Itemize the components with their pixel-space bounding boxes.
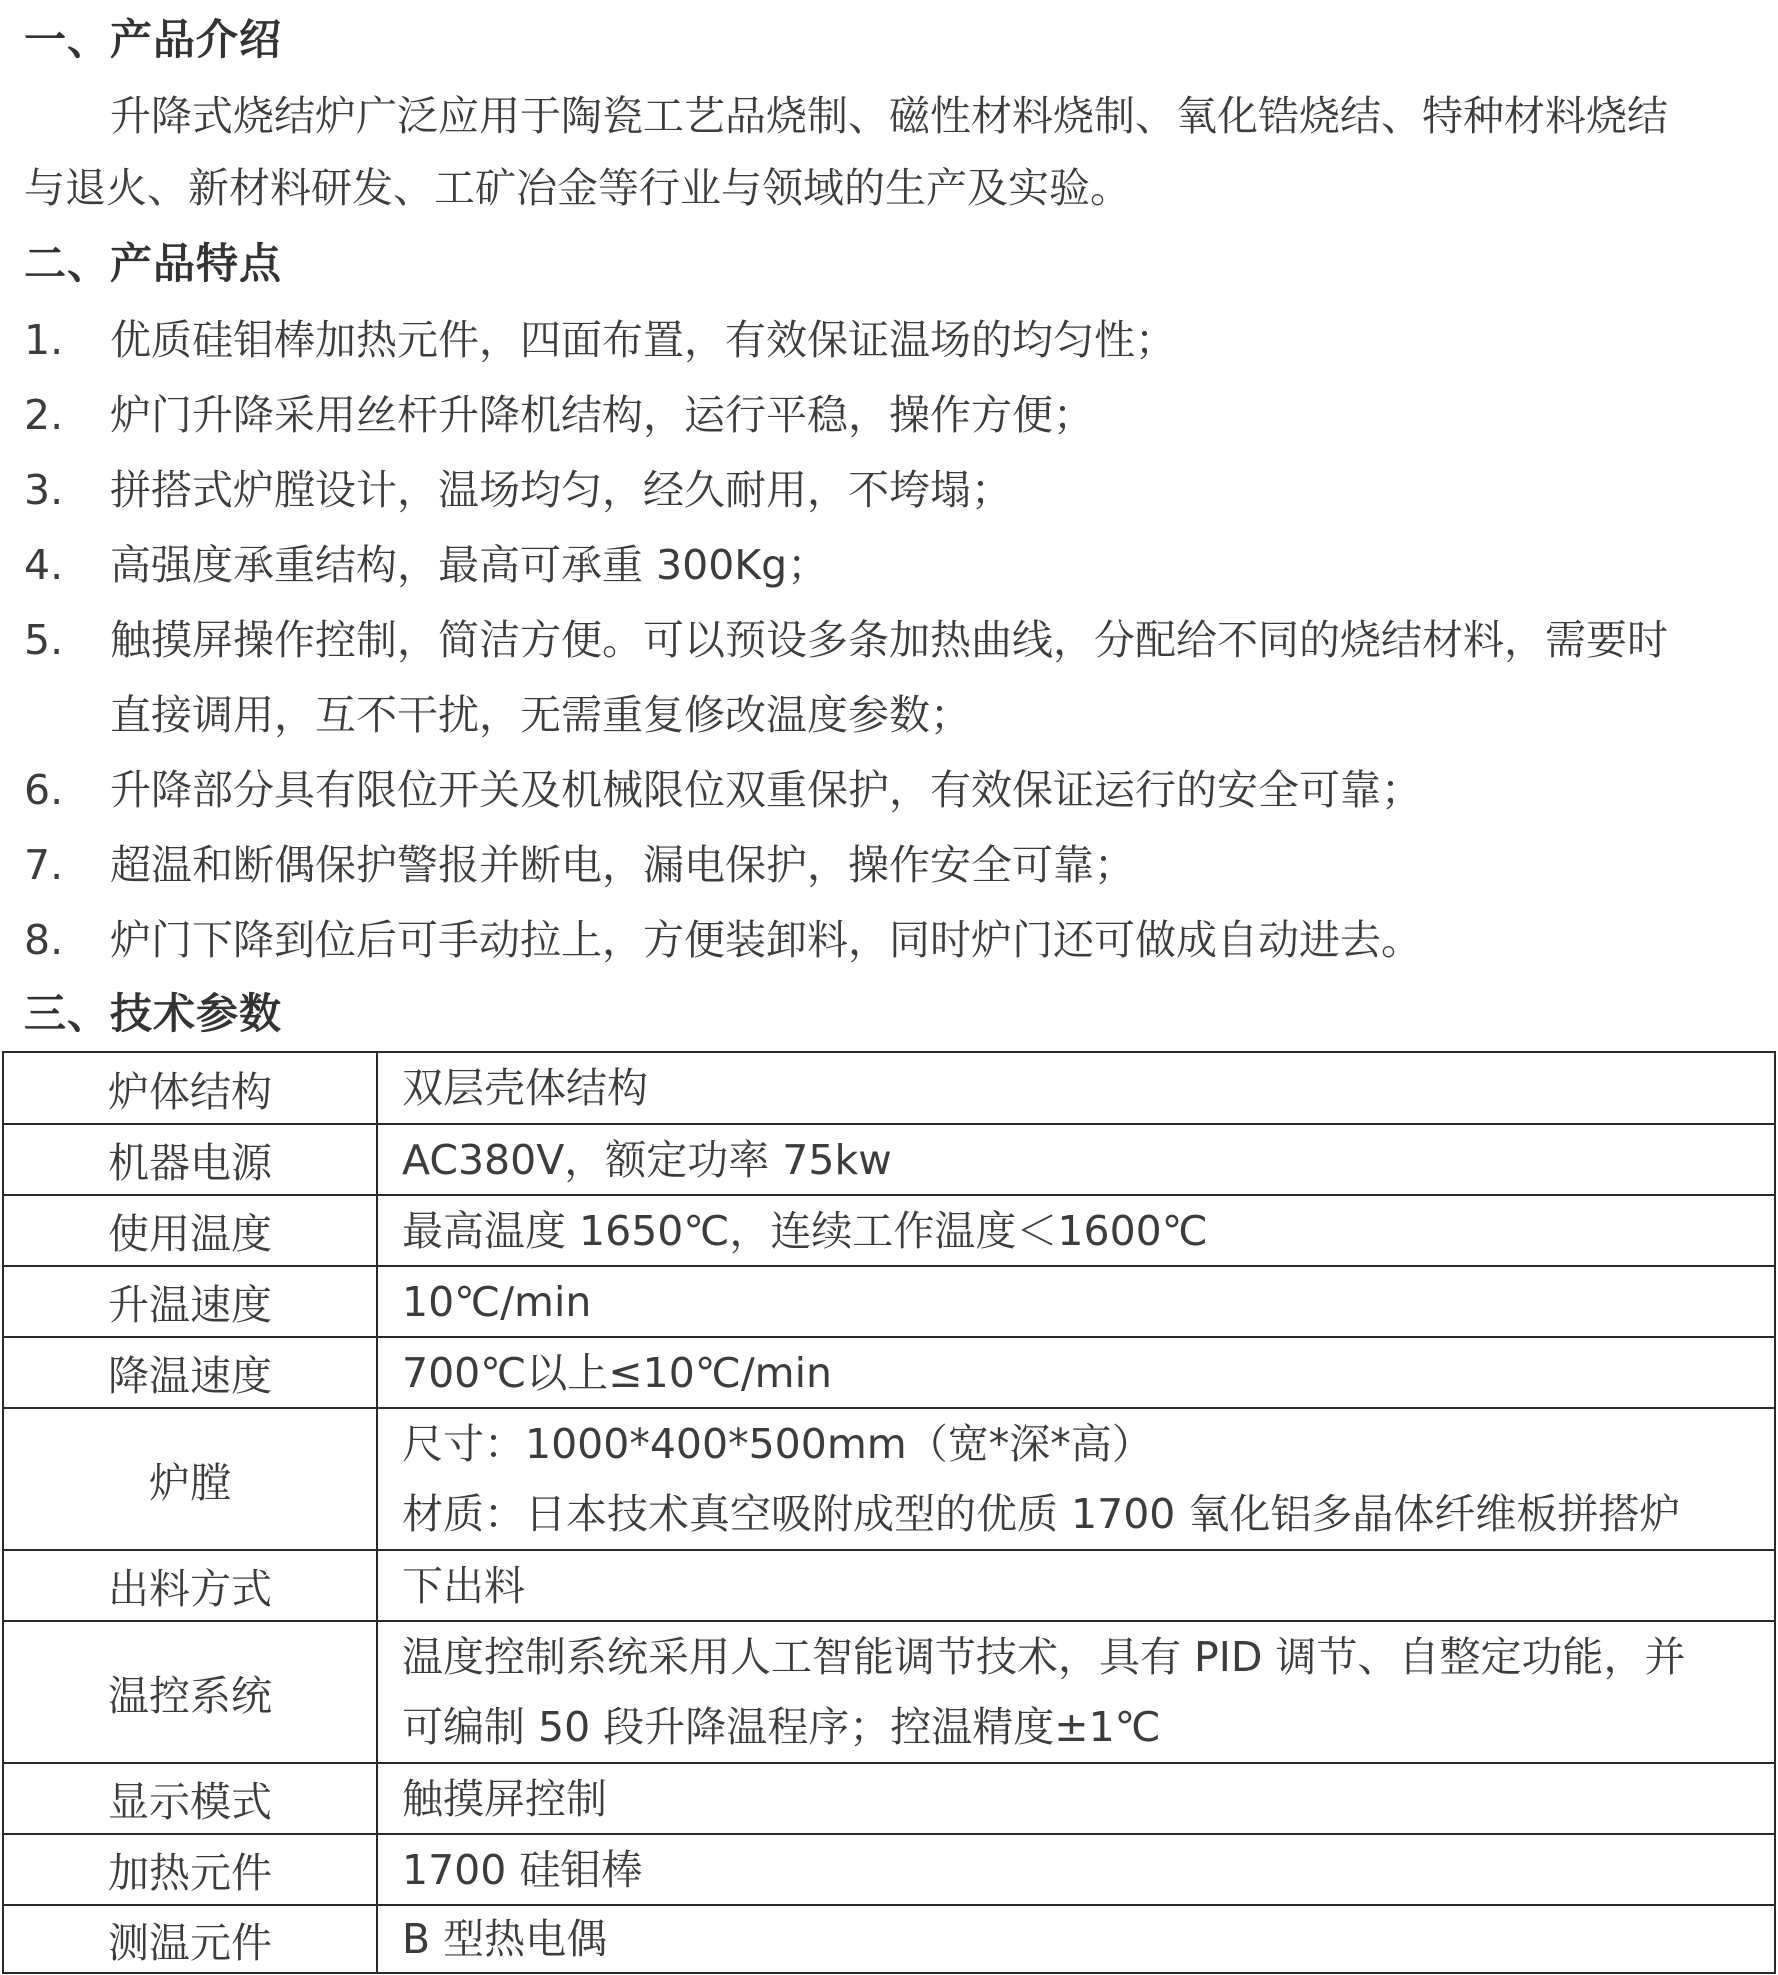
feature-number: 8. <box>24 916 64 964</box>
spec-value-line: 700℃以上≤10℃/min <box>402 1348 832 1397</box>
intro-heading: 一、产品介绍 <box>24 15 283 64</box>
spec-value <box>378 1622 1774 1762</box>
feature-number: 3. <box>24 466 64 514</box>
spec-label: 炉体结构 <box>4 1053 378 1123</box>
spec-label: 显示模式 <box>4 1764 378 1833</box>
spec-value-line: 尺寸：1000*400*500mm（宽*深*高） <box>402 1420 1153 1468</box>
spec-label: 测温元件 <box>4 1906 378 1972</box>
table-row <box>4 1407 1774 1549</box>
spec-value <box>378 1125 1774 1194</box>
feature-text-continued: 直接调用，互不干扰，无需重复修改温度参数； <box>110 691 971 739</box>
spec-value-line: 触摸屏控制 <box>402 1774 607 1823</box>
spec-value <box>378 1835 1774 1904</box>
feature-text: 超温和断偶保护警报并断电，漏电保护，操作安全可靠； <box>110 841 1135 889</box>
spec-value <box>378 1053 1774 1123</box>
spec-value-line: 10℃/min <box>402 1277 592 1326</box>
spec-value-line: B 型热电偶 <box>402 1915 608 1963</box>
table-row <box>4 1123 1774 1194</box>
spec-value <box>378 1906 1774 1972</box>
spec-value-line: 1700 硅钼棒 <box>402 1845 643 1894</box>
table-row <box>4 1265 1774 1336</box>
spec-value <box>378 1551 1774 1620</box>
spec-label: 降温速度 <box>4 1338 378 1407</box>
feature-text: 炉门下降到位后可手动拉上，方便装卸料，同时炉门还可做成自动进去。 <box>110 916 1422 964</box>
spec-value-line: 双层壳体结构 <box>402 1064 648 1112</box>
feature-text: 优质硅钼棒加热元件，四面布置，有效保证温场的均匀性； <box>110 316 1176 364</box>
feature-text: 触摸屏操作控制，简洁方便。可以预设多条加热曲线，分配给不同的烧结材料，需要时 <box>110 616 1668 664</box>
specs-heading: 三、技术参数 <box>24 989 283 1038</box>
table-row <box>4 1833 1774 1904</box>
intro-paragraph-line-2: 与退火、新材料研发、工矿冶金等行业与领域的生产及实验。 <box>24 164 1131 212</box>
feature-number: 7. <box>24 841 64 889</box>
spec-value-line: 可编制 50 段升降温程序；控温精度±1℃ <box>402 1703 1161 1751</box>
spec-value <box>378 1196 1774 1265</box>
spec-label: 升温速度 <box>4 1267 378 1336</box>
spec-value <box>378 1409 1774 1549</box>
spec-label: 炉膛 <box>4 1409 378 1549</box>
spec-value <box>378 1338 1774 1407</box>
spec-label: 使用温度 <box>4 1196 378 1265</box>
feature-number: 2. <box>24 391 64 439</box>
features-heading: 二、产品特点 <box>24 239 283 288</box>
spec-label: 加热元件 <box>4 1835 378 1904</box>
feature-text: 炉门升降采用丝杆升降机结构，运行平稳，操作方便； <box>110 391 1094 439</box>
table-row <box>4 1904 1774 1972</box>
feature-text: 拼搭式炉膛设计，温场均匀，经久耐用，不垮塌； <box>110 466 1012 514</box>
feature-text: 高强度承重结构，最高可承重 300Kg； <box>110 541 829 589</box>
spec-value-line: AC380V，额定功率 75kw <box>402 1135 892 1184</box>
feature-text: 升降部分具有限位开关及机械限位双重保护，有效保证运行的安全可靠； <box>110 766 1422 814</box>
table-row <box>4 1194 1774 1265</box>
table-row <box>4 1336 1774 1407</box>
feature-number: 5. <box>24 616 64 664</box>
spec-value <box>378 1764 1774 1833</box>
spec-value-line: 最高温度 1650℃，连续工作温度＜1600℃ <box>402 1206 1208 1255</box>
spec-value-line: 材质：日本技术真空吸附成型的优质 1700 氧化铝多晶体纤维板拼搭炉 <box>402 1490 1681 1538</box>
table-row <box>4 1762 1774 1833</box>
feature-number: 1. <box>24 316 64 364</box>
spec-value-line: 下出料 <box>402 1561 525 1610</box>
feature-number: 4. <box>24 541 64 589</box>
spec-value-line: 温度控制系统采用人工智能调节技术，具有 PID 调节、自整定功能，并 <box>402 1633 1686 1681</box>
feature-number: 6. <box>24 766 64 814</box>
spec-value <box>378 1267 1774 1336</box>
table-row <box>4 1053 1774 1123</box>
table-row <box>4 1620 1774 1762</box>
spec-label: 机器电源 <box>4 1125 378 1194</box>
spec-label: 温控系统 <box>4 1622 378 1762</box>
spec-label: 出料方式 <box>4 1551 378 1620</box>
spec-table <box>2 1051 1776 1974</box>
table-row <box>4 1549 1774 1620</box>
intro-paragraph-line-1: 升降式烧结炉广泛应用于陶瓷工艺品烧制、磁性材料烧制、氧化锆烧结、特种材料烧结 <box>110 92 1668 140</box>
